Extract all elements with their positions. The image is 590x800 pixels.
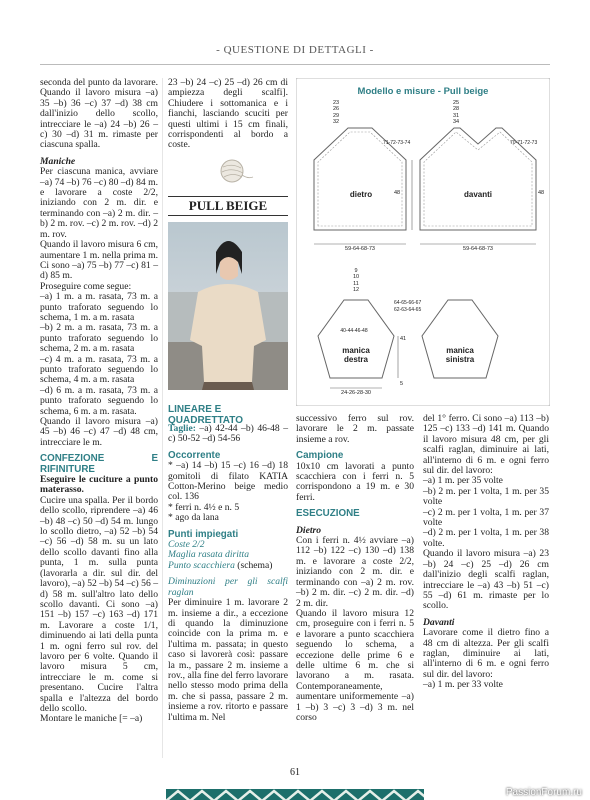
measure: 23 <box>332 100 340 106</box>
measure: 62-63-64-65 <box>394 307 422 313</box>
measure: 29 <box>332 112 340 119</box>
paragraph: Per ciascuna manica, avviare –a) 74 –b) 76 –c) 80 –d) 84 m. e lavorare a coste 2/2, iniziando con 2 m. dir. e terminando con –a) 2 m. dir. –b) 2 m. rov. –c) 2 m. rov. –d) 2 m. rov. <box>40 166 158 240</box>
manica-width-measure: 40-44-46-48 <box>340 328 368 334</box>
measure: 25 <box>452 100 460 106</box>
yarn-ball-icon <box>218 155 254 183</box>
manica-side-measure <box>394 300 421 314</box>
punto-item: Punto scacchiera <box>168 559 235 571</box>
paragraph: Quando il lavoro misura –a) 45 –b) 46 –c) 47 –d) 48 cm, intrecciare le m. <box>40 416 158 448</box>
paragraph: –b) 2 m. per 1 volta, 1 m. per 35 volte <box>423 485 549 508</box>
paragraph: successivo ferro sul rov. lavorare le 2 m. passate insieme a rov. <box>296 413 414 445</box>
label: sinistra <box>445 355 475 364</box>
dietro-label: dietro <box>349 190 373 199</box>
dietro-top-measure <box>326 100 346 126</box>
measure: 26 <box>332 106 340 113</box>
paragraph: Quando il lavoro misura 12 cm, proseguire con i ferri n. 5 e lavorare a punto scacchiera seguendo lo schema, a eccezione delle prime 6 e delle ultime 6 m. che si lavorano a m. rasata. Contemporaneamente, aumentare uniformemente –a) 1 –b) 3 –c) 3 –d) 3 m. nel corso <box>296 607 414 723</box>
davanti-top-measure <box>446 100 466 126</box>
paragraph: 10x10 cm lavorati a punto scacchiera con i ferri n. 5 corrispondono a 19 m. e 30 ferri. <box>296 460 414 503</box>
davanti-bottom-measure: 59-64-68-73 <box>463 246 493 252</box>
paragraph: –d) 6 m. a m. rasata, 73 m. a punto traforato seguendo lo schema, 6 m. a m. rasata. <box>40 384 158 417</box>
paragraph: Per diminuire 1 m. lavorare 2 m. insieme a dir., a eccezione di quando la diminuzione coincide con la prima m. e l'ultima m. passata; in questo caso si lavorerà così: passare la m., passare 2 m. insieme a rov., alla fine del ferro lavorare nello stesso modo prima della m. che si passa, passare 2 m. insieme a rov. ritorto e passare l'ultima m. Nel <box>168 597 288 723</box>
paragraph: –b) 2 m. a m. rasata, 73 m. a punto traforato seguendo lo schema, 2 m. a m. rasata <box>40 322 158 355</box>
paragraph: –d) 2 m. per 1 volta, 1 m. per 38 volte. <box>423 527 549 549</box>
paragraph: Montare le maniche [= –a) <box>40 713 143 725</box>
manica-destra-label <box>334 346 378 364</box>
campione-title: Campione <box>296 450 344 462</box>
dietro-height: 48 <box>394 190 401 196</box>
column-1 <box>40 78 158 725</box>
diminuzioni-title: Diminuzioni per gli scalfi raglan <box>168 576 288 598</box>
paragraph: Quando il lavoro misura 6 cm, aumentare 1 m. nella prima m. Ci sono –a) 75 –b) 77 –c) 81 –d) 85 m. <box>40 239 158 282</box>
diagram-title: Modello e misure - Pull beige <box>357 86 489 97</box>
measure: 12 <box>352 287 360 294</box>
paragraph: –a) 1 m. per 35 volte <box>423 475 503 487</box>
paragraph: Proseguire come segue: <box>40 280 132 292</box>
manica-cuff-height: 5 <box>400 381 404 387</box>
paragraph: 23 –b) 24 –c) 25 –d) 26 cm di ampiezza degli scalfi]. Chiudere i sottomanica e i fianchi, lasciando scuciti per questi ultimi i 15 cm finali, corrispondenti al bordo a coste. <box>168 77 288 151</box>
column-2 <box>168 78 288 186</box>
punti-title: Punti impiegati <box>168 528 239 540</box>
section-header: - QUESTIONE DI DETTAGLI - <box>216 44 374 56</box>
davanti-side-measure: 70-71-72-73 <box>510 140 538 146</box>
model-photo <box>168 222 288 390</box>
paragraph: –a) 1 m. a m. rasata, 73 m. a punto traforato seguendo lo schema, 1 m. a m. rasata <box>40 291 158 323</box>
esecuzione-title: ESECUZIONE <box>296 508 360 520</box>
davanti-height: 48 <box>538 190 545 196</box>
manica-bottom-measure: 24-26-28-30 <box>341 390 371 396</box>
measure: 11 <box>353 280 359 287</box>
paragraph: * ferri n. 4½ e n. 5 <box>168 501 240 513</box>
paragraph: Eseguire le cuciture a punto materasso. <box>40 474 158 496</box>
subtitle: LINEARE E QUADRETTATO <box>168 404 243 426</box>
manica-height: 41 <box>400 336 407 342</box>
dietro-side-measure: 71-72-73-74 <box>383 140 411 146</box>
measure: 32 <box>332 119 340 126</box>
measure: 9 <box>354 268 358 274</box>
header-rule <box>40 64 550 65</box>
manica-sinistra-label <box>438 346 482 364</box>
punto-note: (schema) <box>234 559 273 571</box>
manica-top-measure <box>346 268 366 294</box>
dietro-title: Dietro <box>296 524 322 536</box>
paragraph: –a) 1 m. per 33 volte <box>423 679 503 691</box>
confezione-title: CONFEZIONE E RIFINITURE <box>40 453 158 475</box>
label: destra <box>343 355 368 364</box>
measure: 28 <box>452 106 460 113</box>
maniche-title: Maniche <box>40 155 76 167</box>
watermark: PassionForum.ru <box>505 787 582 798</box>
column-4 <box>423 414 549 691</box>
column-3 <box>296 414 414 723</box>
measure: 64-65-66-67 <box>394 300 422 306</box>
pull-title: PULL BEIGE <box>168 196 288 216</box>
occorrente-title: Occorrente <box>168 449 221 461</box>
measure: 34 <box>452 119 460 126</box>
davanti-title: Davanti <box>423 616 455 628</box>
paragraph: Quando il lavoro misura –a) 23 –b) 24 –c) 25 –d) 26 cm dall'inizio degli scalfi raglan, intrecciare le –a) 43 –b) 51 –c) 55 –d) 61 m. rimaste per lo scollo. <box>423 548 549 612</box>
label: manica <box>446 346 474 355</box>
paragraph: –c) 4 m. a m. rasata, 73 m. a punto traforato seguendo lo schema, 4 m. a m. rasata <box>40 353 158 386</box>
paragraph: –c) 2 m. per 1 volta, 1 m. per 37 volte <box>423 506 549 529</box>
paragraph: Con i ferri n. 4½ avviare –a) 112 –b) 122 –c) 130 –d) 138 m. e lavorare a coste 2/2, iniziando con 2 m. dir. e terminando con –a) 2 m. rov. –b) 2 m. dir. –c) 2 m. dir. –d) 2 m. dir. <box>296 535 414 609</box>
schematic-diagram <box>296 78 550 406</box>
paragraph: seconda del punto da lavorare. Quando il lavoro misura –a) 35 –b) 36 –c) 37 –d) 38 cm dall'inizio dello scollo, intrecciare le –a) 24 –b) 26 –c) 30 –d) 31 m. rimaste per ciascuna spalla. <box>40 77 158 151</box>
dietro-bottom-measure: 59-64-68-73 <box>345 246 375 252</box>
paragraph: Cucire una spalla. Per il bordo dello scollo, riprendere –a) 46 –b) 48 –c) 50 –d) 54 m. lungo lo scollo dietro, –a) 52 –b) 54 –c) 56 –d) 58 m. su un lato dello scollo davanti fino alla punta, 1 m. sulla punta (lavorarla a dir. sul dir. del lavoro), –a) 52 –b) 54 –c) 56 –d) 58 m. sull'altro lato dello scollo davanti. Ci sono –a) 151 –b) 157 –c) 163 –d) 171 m. Lavorare a coste 1/1, diminuendo ai lati della punta 1 m. ogni ferro sul rov. del lavoro per 6 volte. Quando il lavoro misura 5 cm, intrecciare le m. come si presentano. Cucire l'altra spalla e l'altezza del bordo dello scollo. <box>40 494 158 714</box>
column-divider <box>162 78 163 758</box>
measure: 31 <box>452 112 460 119</box>
paragraph: Lavorare come il dietro fino a 48 cm di altezza. Per gli scalfi raglan, diminuire ai lati, all'interno di 6 m. e ogni ferro sul dir. del lavoro: <box>423 627 549 680</box>
measure: 10 <box>352 274 360 281</box>
davanti-label: davanti <box>463 190 492 199</box>
punto-item: Coste 2/2 <box>168 539 205 551</box>
column-2-lower <box>168 424 288 723</box>
paragraph: del 1° ferro. Ci sono –a) 113 –b) 125 –c) 133 –d) 141 m. Quando il lavoro misura 48 cm, per gli scalfi raglan, diminuire ai lati, all'interno di 6 m. e ogni ferro sul dir. del lavoro: <box>423 413 549 477</box>
taglie-value: –a) 42-44 –b) 46-48 –c) 50-52 –d) 54-56 <box>168 423 288 445</box>
label: manica <box>342 346 370 355</box>
paragraph: * ago da lana <box>168 512 219 524</box>
paragraph: * –a) 14 –b) 15 –c) 16 –d) 18 gomitoli di filato KATIA Cotton-Merino beige medio col. 136 <box>168 460 288 503</box>
taglie-label: Taglie: <box>168 423 196 434</box>
page-number: 61 <box>290 767 300 778</box>
knit-pattern-strip <box>166 788 424 800</box>
punto-item: Maglia rasata diritta <box>168 549 250 561</box>
